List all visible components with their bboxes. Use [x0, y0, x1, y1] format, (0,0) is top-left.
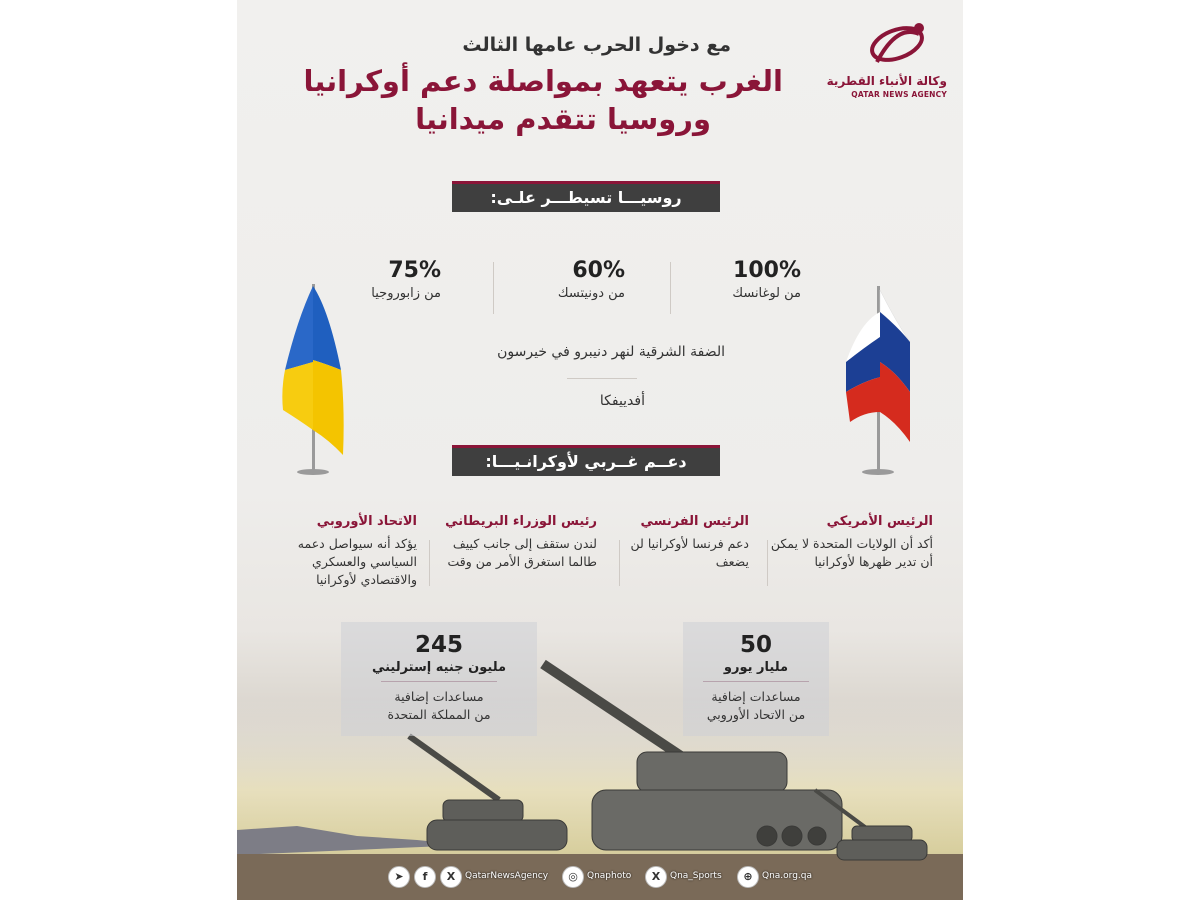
social-handle-qna[interactable]: QatarNewsAgency	[465, 871, 549, 881]
stat-label: من لوغانسك	[732, 286, 801, 301]
headline-line2: وروسيا تتقدم ميدانيا	[415, 102, 711, 136]
divider	[493, 262, 494, 314]
divider	[619, 540, 620, 586]
area-avdiivka: أفدييفكا	[599, 393, 645, 409]
aid-unit: مليون جنيه إسترليني	[371, 660, 507, 675]
stat-luhansk	[691, 258, 801, 301]
ukraine-flag	[279, 280, 359, 476]
leader-french-president	[629, 514, 749, 571]
aid-unit: مليار يورو	[723, 660, 789, 675]
stat-label: من زابوروجيا	[371, 286, 441, 301]
aid-box-uk	[341, 622, 537, 736]
x-icon[interactable]: X	[645, 866, 667, 888]
leader-text: أكد أن الولايات المتحدة لا يمكن أن تدير ظهرها لأوكرانيا	[770, 536, 933, 569]
divider	[567, 378, 637, 379]
web-icon[interactable]: ⊕	[737, 866, 759, 888]
infographic-card	[237, 0, 963, 900]
agency-name-ar: وكالة الأنباء القطرية	[826, 74, 947, 88]
aid-desc-line1: مساعدات إضافية	[711, 689, 801, 704]
agency-name-en: QATAR NEWS AGENCY	[851, 90, 947, 99]
aid-desc-line2: من المملكة المتحدة	[387, 707, 491, 722]
aid-amount: 50	[739, 632, 772, 658]
leader-uk-prime-minister	[439, 514, 597, 571]
website-link[interactable]: Qna.org.qa	[762, 871, 813, 881]
aid-desc-line1: مساعدات إضافية	[394, 689, 484, 704]
social-handle-sports[interactable]: Qna_Sports	[670, 871, 722, 881]
stat-zaporizhzhia	[331, 258, 441, 301]
leader-title: الرئيس الفرنسي	[640, 514, 749, 529]
social-handle-photo[interactable]: Qnaphoto	[587, 871, 632, 881]
divider	[767, 540, 768, 586]
x-icon[interactable]: X	[440, 866, 462, 888]
telegram-icon[interactable]: ➤	[388, 866, 410, 888]
social-bar	[237, 862, 963, 892]
russia-controls-banner: روسيـــا تسيطـــر علـى:	[452, 181, 720, 212]
leader-title: الاتحاد الأوروبي	[316, 514, 417, 529]
leader-title: رئيس الوزراء البريطاني	[445, 514, 597, 529]
russia-flag	[840, 282, 920, 476]
divider	[670, 262, 671, 314]
area-kherson: الضفة الشرقية لنهر دنيبرو في خيرسون	[497, 344, 725, 360]
leader-title: الرئيس الأمريكي	[826, 514, 933, 529]
instagram-icon[interactable]: ◎	[562, 866, 584, 888]
facebook-icon[interactable]: f	[414, 866, 436, 888]
stat-donetsk	[515, 258, 625, 301]
leader-text: يؤكد أنه سيواصل دعمه السياسي والعسكري والاقتصادي لأوكرانيا	[297, 536, 417, 587]
leader-text: لندن ستقف إلى جانب كييف طالما استغرق الأمر من وقت	[447, 536, 597, 569]
aid-amount: 245	[414, 632, 463, 658]
leader-us-president	[767, 514, 933, 571]
headline-line1: الغرب يتعهد بمواصلة دعم أوكرانيا	[303, 64, 783, 98]
stat-label: من دونيتسك	[557, 286, 625, 301]
western-support-banner: دعــم غــربي لأوكرانـيـــا:	[452, 445, 720, 476]
aid-desc-line2: من الاتحاد الأوروبي	[706, 707, 806, 722]
aid-box-eu	[683, 622, 829, 736]
leader-text: دعم فرنسا لأوكرانيا لن يضعف	[630, 536, 749, 569]
qna-logo	[826, 14, 947, 100]
stat-value: 100%	[733, 258, 801, 283]
stat-value: 75%	[388, 258, 441, 283]
kicker-text: مع دخول الحرب عامها الثالث	[462, 34, 731, 56]
qna-logo-icon	[847, 14, 947, 76]
leader-eu	[267, 514, 417, 589]
stat-value: 60%	[572, 258, 625, 283]
divider	[429, 540, 430, 586]
